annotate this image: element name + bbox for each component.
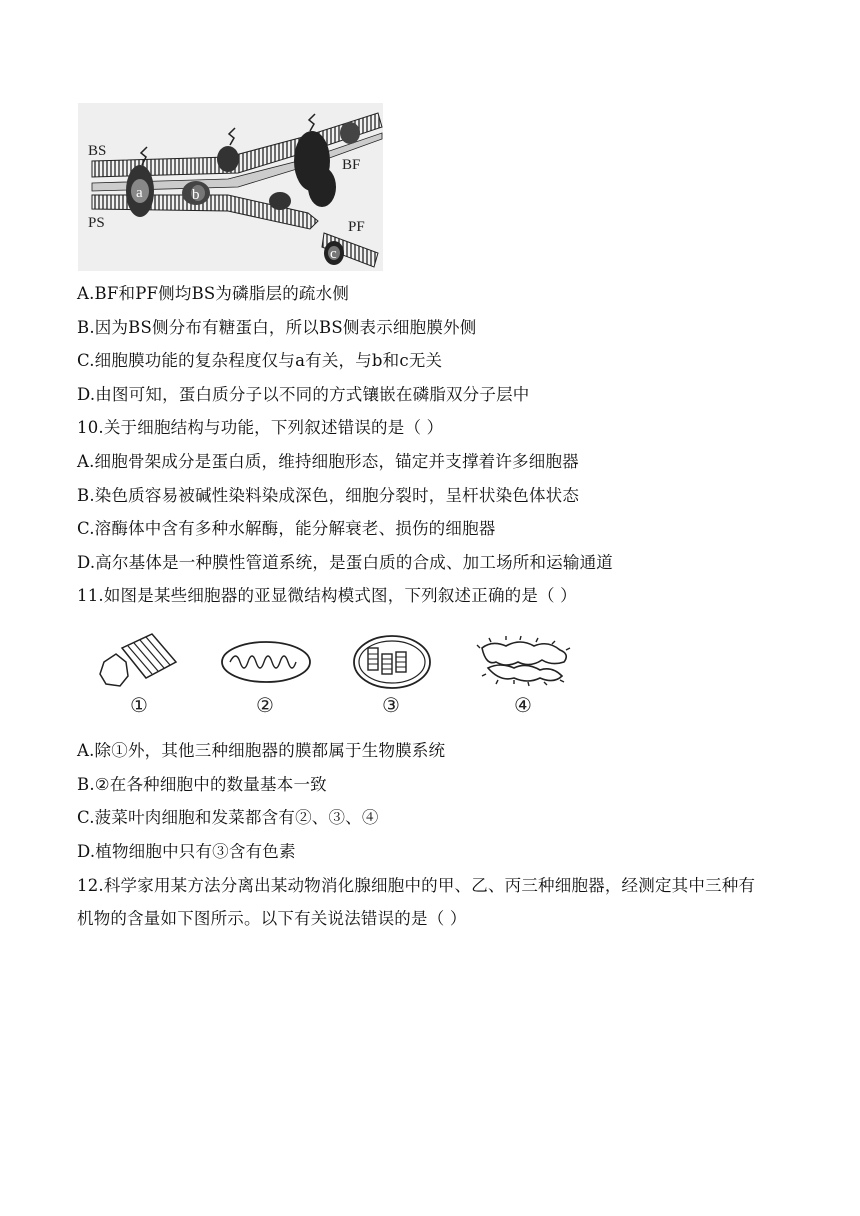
membrane-structure-figure (78, 103, 383, 271)
q10-stem: 10.关于细胞结构与功能，下列叙述错误的是（ ） (77, 418, 444, 437)
q12-stem-line1: 12.科学家用某方法分离出某动物消化腺细胞中的甲、乙、丙三种细胞器，经测定其中三种有 (77, 876, 756, 895)
q9-option-a: A.BF和PF侧均BS为磷脂层的疏水侧 (77, 284, 350, 303)
q11-option-d: D.植物细胞中只有③含有色素 (77, 842, 296, 861)
label-bs: BS (88, 143, 107, 159)
label-b: b (192, 187, 200, 203)
q11-option-b: B.②在各种细胞中的数量基本一致 (77, 775, 327, 794)
q11-option-a: A.除①外，其他三种细胞器的膜都属于生物膜系统 (77, 741, 446, 760)
label-a: a (136, 185, 143, 201)
q10-option-d: D.高尔基体是一种膜性管道系统，是蛋白质的合成、加工场所和运输通道 (77, 553, 613, 572)
organelle-label-1: ① (130, 693, 148, 717)
organelle-3-chloroplast-icon (354, 636, 430, 688)
organelle-label-2: ② (256, 693, 274, 717)
q11-stem: 11.如图是某些细胞器的亚显微结构模式图，下列叙述正确的是（ ） (77, 586, 577, 605)
q9-option-c: C.细胞膜功能的复杂程度仅与a有关，与b和c无关 (77, 351, 443, 370)
organelles-figure (96, 628, 596, 722)
q12-stem-line2: 机物的含量如下图所示。以下有关说法错误的是（ ） (77, 909, 467, 928)
label-bf: BF (342, 157, 361, 173)
organelle-label-3: ③ (382, 693, 400, 717)
label-c: c (330, 246, 337, 262)
q10-option-b: B.染色质容易被碱性染料染成深色，细胞分裂时，呈杆状染色体状态 (77, 486, 580, 505)
organelle-4-endoplasmic-reticulum-icon (477, 636, 570, 686)
q10-option-c: C.溶酶体中含有多种水解酶，能分解衰老、损伤的细胞器 (77, 519, 496, 538)
label-ps: PS (88, 215, 105, 231)
organelle-1-centrosome-icon (100, 634, 176, 686)
label-pf: PF (348, 219, 365, 235)
q11-option-c: C.菠菜叶肉细胞和发菜都含有②、③、④ (77, 808, 379, 827)
q10-option-a: A.细胞骨架成分是蛋白质，维持细胞形态，锚定并支撑着许多细胞器 (77, 452, 579, 471)
organelle-2-mitochondrion-icon (222, 642, 310, 682)
q9-option-d: D.由图可知，蛋白质分子以不同的方式镶嵌在磷脂双分子层中 (77, 385, 530, 404)
q9-option-b: B.因为BS侧分布有糖蛋白，所以BS侧表示细胞膜外侧 (77, 318, 477, 337)
organelle-label-4: ④ (514, 693, 532, 717)
